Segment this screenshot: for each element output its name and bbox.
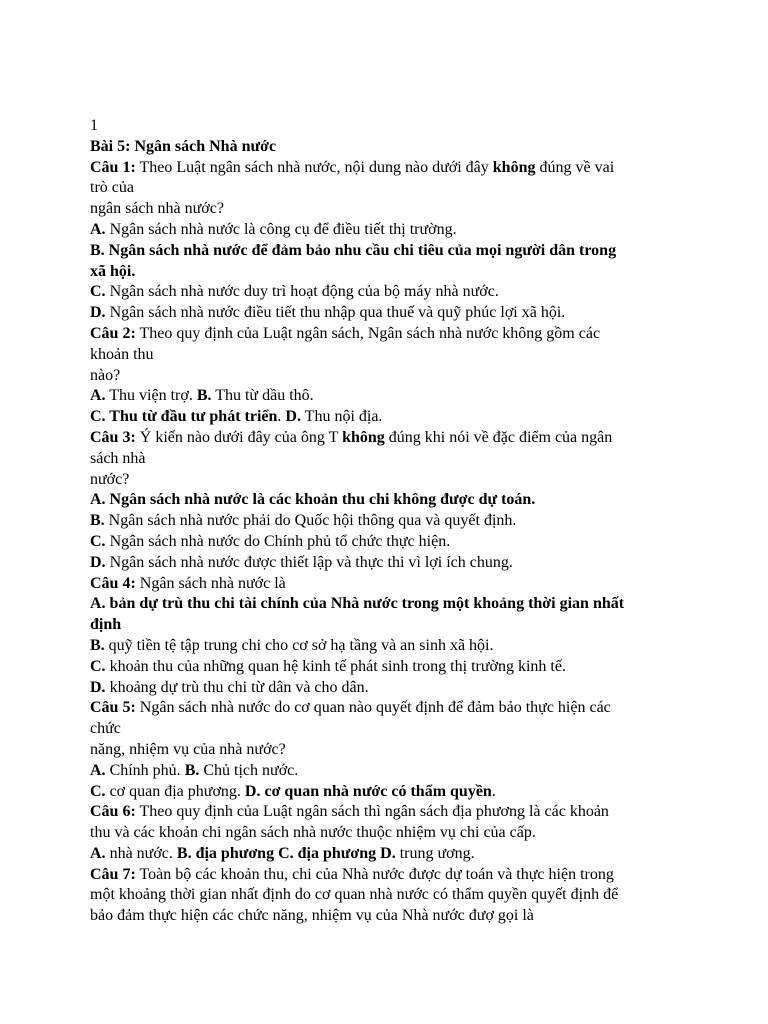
text-run: Theo quy định của Luật ngân sách thì ngân sách địa phương là các khoản bbox=[135, 803, 609, 821]
text-run: khoản thu của những quan hệ kinh tế phát sinh trong thị trường kinh tế. bbox=[105, 657, 566, 675]
text-line bbox=[90, 407, 690, 428]
text-line bbox=[90, 636, 690, 657]
text-run: Ngân sách nhà nước do Chính phủ tổ chức thực hiện. bbox=[105, 532, 451, 550]
text-line bbox=[90, 428, 690, 449]
bold-text: Câu 4: bbox=[90, 574, 136, 592]
text-run: Chính phủ. bbox=[105, 761, 185, 779]
text-run: nào? bbox=[90, 366, 121, 384]
text-run: đúng về vai bbox=[535, 158, 615, 176]
text-run: . bbox=[277, 408, 286, 426]
text-line bbox=[90, 594, 690, 615]
text-line bbox=[90, 615, 690, 636]
document-body bbox=[90, 116, 690, 927]
bold-text: Câu 3: bbox=[90, 428, 136, 446]
text-line bbox=[90, 511, 690, 532]
text-run: Thu nội địa. bbox=[300, 408, 383, 426]
bold-text: D. cơ quan nhà nước có thẩm quyền bbox=[244, 782, 492, 800]
text-line bbox=[90, 386, 690, 407]
bold-text: A. bản dự trù thu chi tài chính của Nhà nước trong một khoảng thời gian nhất bbox=[90, 595, 625, 613]
text-line bbox=[90, 574, 690, 595]
text-line bbox=[90, 241, 690, 262]
text-line bbox=[90, 490, 690, 511]
bold-text: Câu 7: bbox=[90, 865, 136, 883]
text-line bbox=[90, 885, 690, 906]
text-run: Thu viện trợ. bbox=[105, 387, 197, 405]
text-line bbox=[90, 345, 690, 366]
text-run: đúng khi nói về đặc điểm của ngân bbox=[384, 428, 613, 446]
text-run: Ngân sách nhà nước là bbox=[135, 574, 286, 592]
text-line bbox=[90, 865, 690, 886]
text-run: khoản thu bbox=[90, 345, 154, 363]
bold-text: D. bbox=[285, 408, 301, 426]
page-number: 1 bbox=[90, 117, 98, 134]
text-run: nhà nước. bbox=[105, 844, 177, 862]
bold-text: không bbox=[492, 158, 536, 176]
text-run: cơ quan địa phương. bbox=[105, 782, 245, 800]
text-run: Theo quy định của Luật ngân sách, Ngân sách nhà nước không gồm các bbox=[135, 324, 601, 342]
text-run: thu và các khoản chi ngân sách nhà nước thuộc nhiệm vụ chi của cấp. bbox=[90, 824, 536, 842]
text-line bbox=[90, 532, 690, 553]
bold-text: định bbox=[90, 616, 122, 634]
text-line bbox=[90, 199, 690, 220]
bold-text: A. bbox=[90, 844, 106, 862]
text-line bbox=[90, 802, 690, 823]
bold-text: B. bbox=[90, 636, 105, 654]
text-line bbox=[90, 449, 690, 470]
text-line bbox=[90, 220, 690, 241]
bold-text: C. bbox=[90, 782, 106, 800]
text-run: Ý kiến nào dưới đây của ông T bbox=[135, 428, 343, 446]
bold-text: A. bbox=[90, 761, 106, 779]
bold-text: B. địa phương C. địa phương D. bbox=[176, 844, 396, 862]
text-run: Ngân sách nhà nước điều tiết thu nhập qua thuế và quỹ phúc lợi xã hội. bbox=[105, 304, 566, 322]
text-run: nước? bbox=[90, 470, 130, 488]
text-run: Ngân sách nhà nước phải do Quốc hội thông qua và quyết định. bbox=[104, 512, 517, 530]
text-line bbox=[90, 158, 690, 179]
bold-text: C. bbox=[90, 657, 106, 675]
text-line bbox=[90, 282, 690, 303]
text-run: Toàn bộ các khoản thu, chi của Nhà nước được dự toán và thực hiện trong bbox=[135, 865, 614, 883]
text-run: Ngân sách nhà nước duy trì hoạt động của bộ máy nhà nước. bbox=[105, 283, 499, 301]
text-line bbox=[90, 178, 690, 199]
bold-text: B. bbox=[90, 512, 105, 530]
bold-text: Câu 5: bbox=[90, 699, 136, 717]
bold-text: Bài 5: Ngân sách Nhà nước bbox=[90, 137, 277, 155]
text-line bbox=[90, 719, 690, 740]
text-run: Chủ tịch nước. bbox=[199, 761, 299, 779]
bold-text: A. Ngân sách nhà nước là các khoản thu chi không được dự toán. bbox=[90, 491, 536, 509]
text-run: trò của bbox=[90, 179, 134, 197]
text-line bbox=[90, 782, 690, 803]
bold-text: C. bbox=[90, 283, 106, 301]
bold-text: C. Thu từ đầu tư phát triển bbox=[90, 408, 278, 426]
bold-text: B. bbox=[196, 387, 212, 405]
text-line bbox=[90, 303, 690, 324]
text-run: quỹ tiền tệ tập trung chi cho cơ sở hạ tầng và an sinh xã hội. bbox=[104, 636, 494, 654]
bold-text: B. Ngân sách nhà nước để đảm bảo nhu cầu chi tiêu của mọi người dân trong bbox=[90, 241, 617, 259]
text-run: ngân sách nhà nước? bbox=[90, 200, 224, 218]
document-text bbox=[90, 137, 690, 927]
text-run: trung ương. bbox=[395, 844, 475, 862]
text-run: Ngân sách nhà nước do cơ quan nào quyết định để đảm bảo thực hiện các bbox=[135, 699, 611, 717]
text-line bbox=[90, 137, 690, 158]
bold-text: A. bbox=[90, 220, 106, 238]
text-run: Thu từ dầu thô. bbox=[211, 387, 314, 405]
text-line bbox=[90, 553, 690, 574]
text-line bbox=[90, 262, 690, 283]
text-run: sách nhà bbox=[90, 449, 146, 467]
bold-text: D. bbox=[90, 553, 106, 571]
text-line bbox=[90, 678, 690, 699]
text-run: bảo đảm thực hiện các chức năng, nhiệm vụ của Nhà nước đượ gọi là bbox=[90, 907, 534, 925]
text-line bbox=[90, 324, 690, 345]
bold-text: không bbox=[342, 428, 385, 446]
bold-text: A. bbox=[90, 387, 106, 405]
text-run: Theo Luật ngân sách nhà nước, nội dung nào dưới đây bbox=[135, 158, 493, 176]
text-line bbox=[90, 823, 690, 844]
bold-text: Câu 6: bbox=[90, 803, 136, 821]
text-run: Ngân sách nhà nước được thiết lập và thực thi vì lợi ích chung. bbox=[105, 553, 513, 571]
text-line bbox=[90, 470, 690, 491]
text-line bbox=[90, 366, 690, 387]
bold-text: Câu 2: bbox=[90, 324, 136, 342]
text-run: Ngân sách nhà nước là công cụ để điều tiết thị trường. bbox=[105, 220, 457, 238]
text-run: khoảng dự trù thu chi từ dân và cho dân. bbox=[105, 678, 369, 696]
text-line bbox=[90, 740, 690, 761]
text-run: năng, nhiệm vụ của nhà nước? bbox=[90, 740, 286, 758]
text-line bbox=[90, 844, 690, 865]
text-line bbox=[90, 761, 690, 782]
bold-text: Câu 1: bbox=[90, 158, 136, 176]
bold-text: D. bbox=[90, 678, 106, 696]
text-run: một khoảng thời gian nhất định do cơ quan nhà nước có thẩm quyền quyết định để bbox=[90, 886, 619, 904]
bold-text: C. bbox=[90, 532, 106, 550]
bold-text: B. bbox=[184, 761, 200, 779]
text-line bbox=[90, 657, 690, 678]
bold-text: D. bbox=[90, 304, 106, 322]
text-line bbox=[90, 906, 690, 927]
text-line bbox=[90, 698, 690, 719]
text-run: . bbox=[491, 782, 496, 800]
bold-text: xã hội. bbox=[90, 262, 136, 280]
text-run: chức bbox=[90, 720, 121, 738]
